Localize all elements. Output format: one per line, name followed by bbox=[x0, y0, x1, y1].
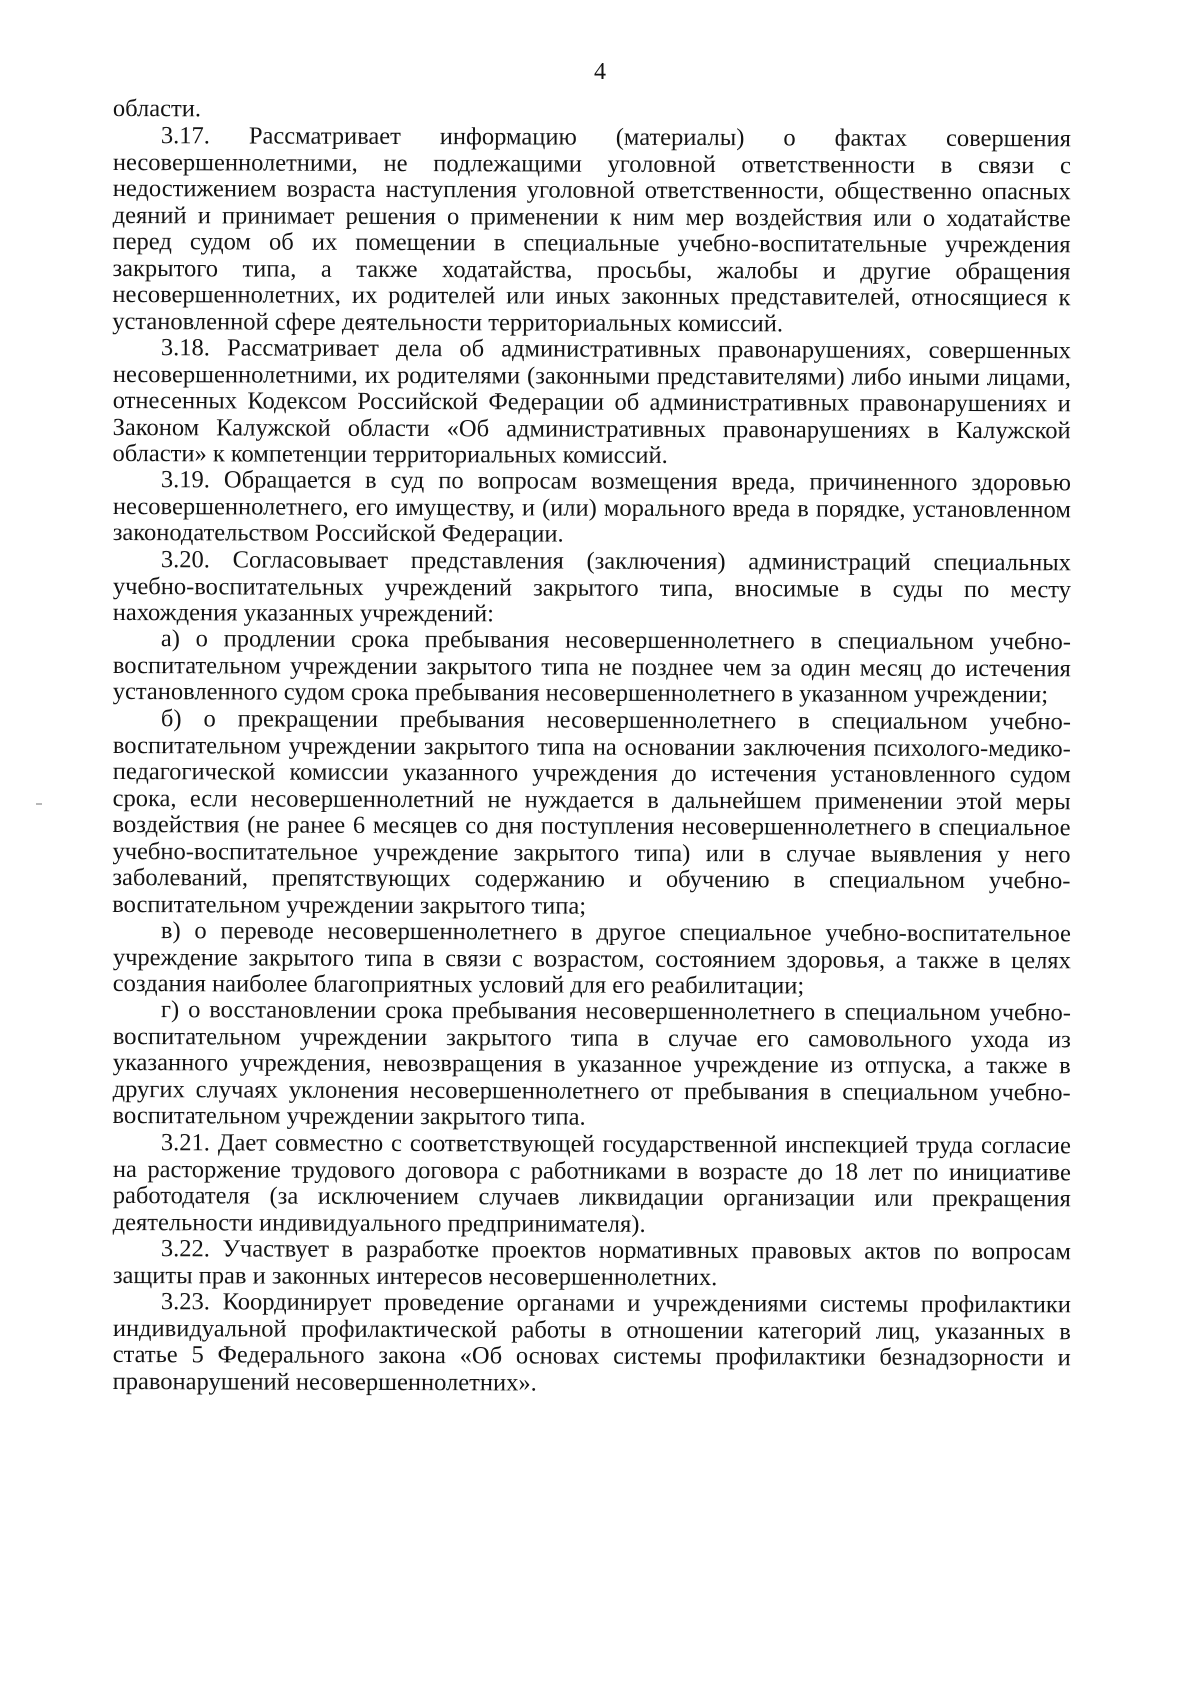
scan-speck bbox=[36, 803, 42, 805]
subparagraph-v: в) о переводе несовершеннолетнего в другое специальное учебно-воспитательное учреждение закрытого типа в связи с возрастом, состоянием здоровья, а также в целях создания наиболее благоприятных условий для его реабилитации; bbox=[112, 916, 1071, 999]
paragraph-3-21: 3.21. Дает совместно с соответствующей государственной инспекцией труда согласие на расторжение трудового договора с работниками в возрасте до 18 лет по инициативе работодателя (за исключением случаев ликвидации организации или прекращения деятельности индивидуального предпринимателя). bbox=[112, 1128, 1071, 1237]
paragraph-3-20: 3.20. Согласовывает представления (заключения) администраций специальных учебно-воспитательных учреждений закрытого типа, вносимые в суды по месту нахождения указанных учреждений: bbox=[112, 545, 1071, 627]
paragraph-3-18: 3.18. Рассматривает дела об административных правонарушениях, совершенных несовершеннолетними, их родителями (законными представителями) либо иными лицами, отнесенных Кодексом Российской Федерации об административных правонарушениях и Законом Калужской области «Об административных правонарушениях в Калужской области» к компетенции территориальных комиссий. bbox=[112, 333, 1071, 469]
page-number: 4 bbox=[594, 59, 606, 85]
paragraph-continuation: области. bbox=[112, 95, 202, 123]
paragraph-3-19: 3.19. Обращается в суд по вопросам возмещения вреда, причиненного здоровью несовершеннолетнего, его имуществу, и (или) морального вреда в порядке, установленном законодательством Российской Федерации. bbox=[112, 466, 1071, 548]
subparagraph-b: б) о прекращении пребывания несовершеннолетнего в специальном учебно-воспитательном учреждении закрытого типа на основании заключения психолого-медико-педагогической комиссии указанного учреждения до истечения установленного судом срока, если несовершеннолетний не нуждается в дальнейшем применении этой меры воздействия (не ранее 6 месяцев со дня поступления несовершеннолетнего в специальное учебно-воспитательное учреждение закрытого типа) или в случае выявления у него заболеваний, препятствующих содержанию и обучению в специальном учебно-воспитательном учреждении закрытого типа; bbox=[112, 704, 1071, 919]
paragraph-3-22: 3.22. Участвует в разработке проектов нормативных правовых актов по вопросам защиты прав и законных интересов несовершеннолетних. bbox=[112, 1234, 1071, 1291]
paragraph-3-23: 3.23. Координирует проведение органами и учреждениями системы профилактики индивидуальной профилактической работы в отношении категорий лиц, указанных в статье 5 Федерального закона «Об основах системы профилактики безнадзорности и правонарушений несовершеннолетних». bbox=[112, 1287, 1071, 1396]
paragraph-3-17: 3.17. Рассматривает информацию (материалы) о фактах совершения несовершеннолетними, не подлежащими уголовной ответственности в связи с недостижением возраста наступления уголовной ответственности, общественно опасных деяний и принимает решения о применении к ним мер воздействия или о ходатайстве перед судом об их помещении в специальные учебно-воспитательные учреждения закрытого типа, а также ходатайства, просьбы, жалобы и другие обращения несовершеннолетних, их родителей или иных законных представителей, относящиеся к установленной сфере деятельности территориальных комиссий. bbox=[112, 121, 1071, 337]
subparagraph-a: а) о продлении срока пребывания несовершеннолетнего в специальном учебно-воспитательном учреждении закрытого типа не позднее чем за один месяц до истечения установленного судом срока пребывания несовершеннолетнего в указанном учреждении; bbox=[112, 625, 1071, 709]
document-body bbox=[113, 96, 1071, 1395]
subparagraph-g: г) о восстановлении срока пребывания несовершеннолетнего в специальном учебно-воспитательном учреждении закрытого типа в случае его самовольного ухода из указанного учреждения, невозвращения в указанное учреждение из отпуска, а также в других случаях уклонения несовершеннолетнего от пребывания в специальном учебно-воспитательном учреждении закрытого типа. bbox=[112, 996, 1071, 1131]
